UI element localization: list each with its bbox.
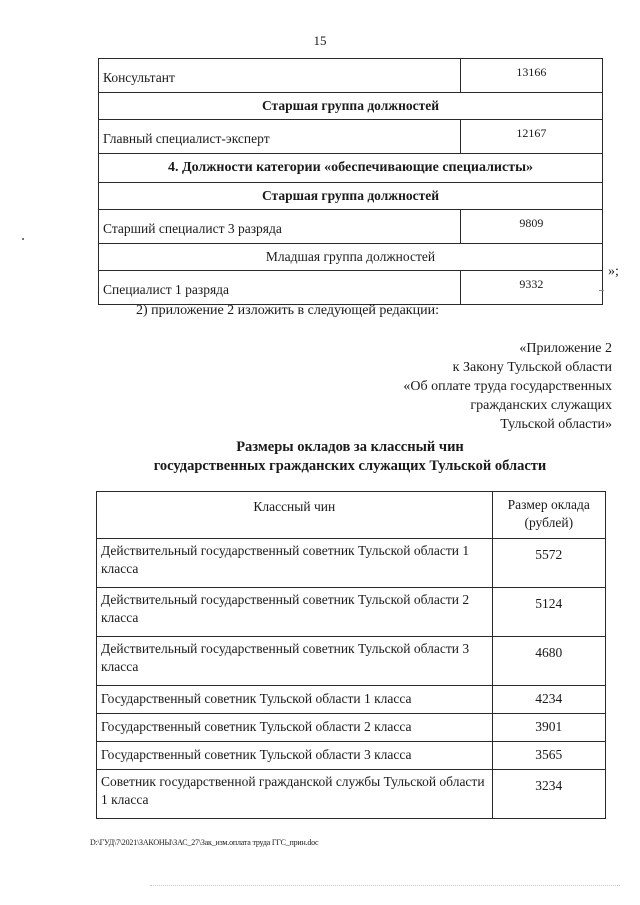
rank-amount: 4680 [492, 637, 605, 686]
column-header-rank: Классный чин [97, 492, 493, 539]
column-header-amount [492, 492, 605, 539]
rank-amount: 5572 [492, 539, 605, 588]
position-name: Специалист 1 разряда [99, 271, 461, 305]
closing-quote: »; [608, 264, 619, 279]
table-row [99, 244, 603, 271]
rank-amount: 3901 [492, 714, 605, 742]
table-row [97, 770, 606, 819]
group-heading: Старшая группа должностей [99, 183, 603, 210]
table-row [97, 742, 606, 770]
table-row [99, 271, 603, 305]
table-row [99, 210, 603, 244]
table-row [97, 637, 606, 686]
table-header-row [97, 492, 606, 539]
rank-amount: 3565 [492, 742, 605, 770]
file-path-footer: D:\ГУД\7\2021\ЗАКОНЫ\ЗАС_27\Зак_изм.оплата труда ГГС_прин.doc [90, 838, 319, 847]
table-title-line: государственных гражданских служащих Тульской области [153, 458, 547, 474]
table-title [0, 438, 640, 476]
table-title-line: Размеры окладов за классный чин [236, 439, 464, 455]
table-row [99, 183, 603, 210]
group-heading: Младшая группа должностей [99, 244, 603, 271]
table-row [97, 539, 606, 588]
salary-value: 12167 [460, 120, 602, 154]
table-row [99, 93, 603, 120]
salary-value: 13166 [460, 59, 602, 93]
table-row [97, 588, 606, 637]
appendix-line: к Закону Тульской области [452, 360, 612, 375]
table-row [97, 714, 606, 742]
rank-amount: 5124 [492, 588, 605, 637]
group-heading: Старшая группа должностей [99, 93, 603, 120]
rank-name: Советник государственной гражданской службы Тульской области 1 класса [97, 770, 493, 819]
table-row [97, 686, 606, 714]
scan-dot [22, 238, 24, 240]
rank-name: Действительный государственный советник Тульской области 3 класса [97, 637, 493, 686]
column-header-line: Размер оклада [507, 497, 590, 512]
position-name: Главный специалист-эксперт [99, 120, 461, 154]
position-name: Консультант [99, 59, 461, 93]
rank-amount: 4234 [492, 686, 605, 714]
class-rank-salary-table [96, 491, 606, 819]
rank-name: Государственный советник Тульской области 3 класса [97, 742, 493, 770]
rank-name: Государственный советник Тульской области 2 класса [97, 714, 493, 742]
rank-amount: 3234 [492, 770, 605, 819]
rank-name: Государственный советник Тульской области 1 класса [97, 686, 493, 714]
table-row [99, 154, 603, 183]
scan-mark [599, 290, 604, 291]
table-row [99, 59, 603, 93]
appendix-note [403, 339, 612, 434]
salary-value: 9332 [460, 271, 602, 305]
positions-salary-table [98, 58, 603, 305]
amendment-paragraph: 2) приложение 2 изложить в следующей редакции: [136, 303, 439, 318]
rank-name: Действительный государственный советник Тульской области 2 класса [97, 588, 493, 637]
appendix-line: гражданских служащих [470, 398, 612, 413]
position-name: Старший специалист 3 разряда [99, 210, 461, 244]
column-header-line: (рублей) [524, 515, 574, 530]
table-row [99, 120, 603, 154]
salary-value: 9809 [460, 210, 602, 244]
page-number: 15 [313, 33, 327, 48]
appendix-line: «Приложение 2 [519, 341, 612, 356]
scan-edge-marks [150, 885, 620, 887]
appendix-line: «Об оплате труда государственных [403, 379, 612, 394]
appendix-line: Тульской области» [500, 417, 612, 432]
category-heading: 4. Должности категории «обеспечивающие специалисты» [99, 154, 603, 183]
rank-name: Действительный государственный советник Тульской области 1 класса [97, 539, 493, 588]
